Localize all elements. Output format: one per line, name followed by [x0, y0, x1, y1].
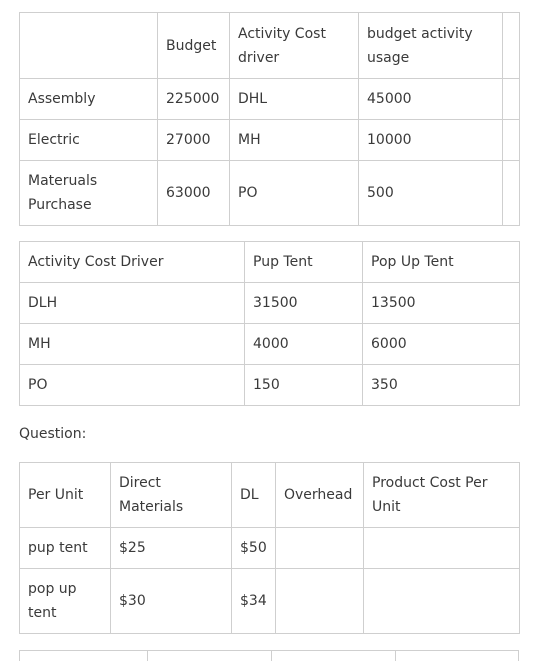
cell-usage: 45000: [359, 79, 503, 120]
cell-usage: 10000: [359, 120, 503, 161]
cell-activity: Assembly: [20, 79, 158, 120]
cell-empty: [503, 120, 520, 161]
cell-overhead: [276, 528, 364, 569]
cell-budget: 63000: [158, 161, 230, 226]
header-pup-tent: Pup Tent: [245, 242, 363, 283]
question-label: Question:: [19, 426, 87, 442]
cell-dl: $34: [232, 569, 276, 634]
cell-empty: [503, 161, 520, 226]
cell-driver: DLH: [20, 283, 245, 324]
cell-pop-up-tent: 13500: [363, 283, 520, 324]
header-direct-materials: Direct Materials: [111, 463, 232, 528]
cell-driver: PO: [20, 365, 245, 406]
cell-driver: PO: [230, 161, 359, 226]
header-activity-cost-driver: Activity Cost Driver: [20, 242, 245, 283]
table-row: [20, 365, 520, 406]
header-budget: Budget: [158, 13, 230, 79]
cell-activity: Materuals Purchase: [20, 161, 158, 226]
cell-product: pup tent: [20, 528, 111, 569]
activity-driver-table: [19, 241, 520, 406]
cell-overhead: [276, 569, 364, 634]
cell-product-cost: [364, 569, 520, 634]
table-row: [20, 528, 520, 569]
cell-dl: $50: [232, 528, 276, 569]
cell-pup-tent: 150: [245, 365, 363, 406]
cell-product: pop up tent: [20, 569, 111, 634]
cell-pop-up-tent: 6000: [363, 324, 520, 365]
cell-budget: 225000: [158, 79, 230, 120]
per-unit-cost-table: [19, 462, 520, 634]
table-header-row: [20, 242, 520, 283]
cell-activity: Electric: [20, 120, 158, 161]
budget-table: [19, 12, 520, 226]
header-overhead: Overhead: [276, 463, 364, 528]
header-cell: [503, 13, 520, 79]
cell-pop-up-tent: 350: [363, 365, 520, 406]
partial-table-edge: [19, 650, 519, 661]
cell-driver: MH: [20, 324, 245, 365]
table-header-row: [20, 463, 520, 528]
header-cell: [20, 13, 158, 79]
header-dl: DL: [232, 463, 276, 528]
cell-direct-materials: $30: [111, 569, 232, 634]
cell-pup-tent: 31500: [245, 283, 363, 324]
cell-driver: DHL: [230, 79, 359, 120]
table-row: [20, 324, 520, 365]
table-row: [20, 79, 520, 120]
header-budget-activity-usage: budget activity usage: [359, 13, 503, 79]
table-row: [20, 569, 520, 634]
cell-budget: 27000: [158, 120, 230, 161]
cell-empty: [503, 79, 520, 120]
table-row: [20, 120, 520, 161]
header-pop-up-tent: Pop Up Tent: [363, 242, 520, 283]
header-product-cost-per-unit: Product Cost Per Unit: [364, 463, 520, 528]
cell-direct-materials: $25: [111, 528, 232, 569]
cell-driver: MH: [230, 120, 359, 161]
cell-product-cost: [364, 528, 520, 569]
header-per-unit: Per Unit: [20, 463, 111, 528]
table-header-row: [20, 13, 520, 79]
table-row: [20, 283, 520, 324]
table-row: [20, 161, 520, 226]
header-activity-cost-driver: Activity Cost driver: [230, 13, 359, 79]
cell-usage: 500: [359, 161, 503, 226]
cell-pup-tent: 4000: [245, 324, 363, 365]
